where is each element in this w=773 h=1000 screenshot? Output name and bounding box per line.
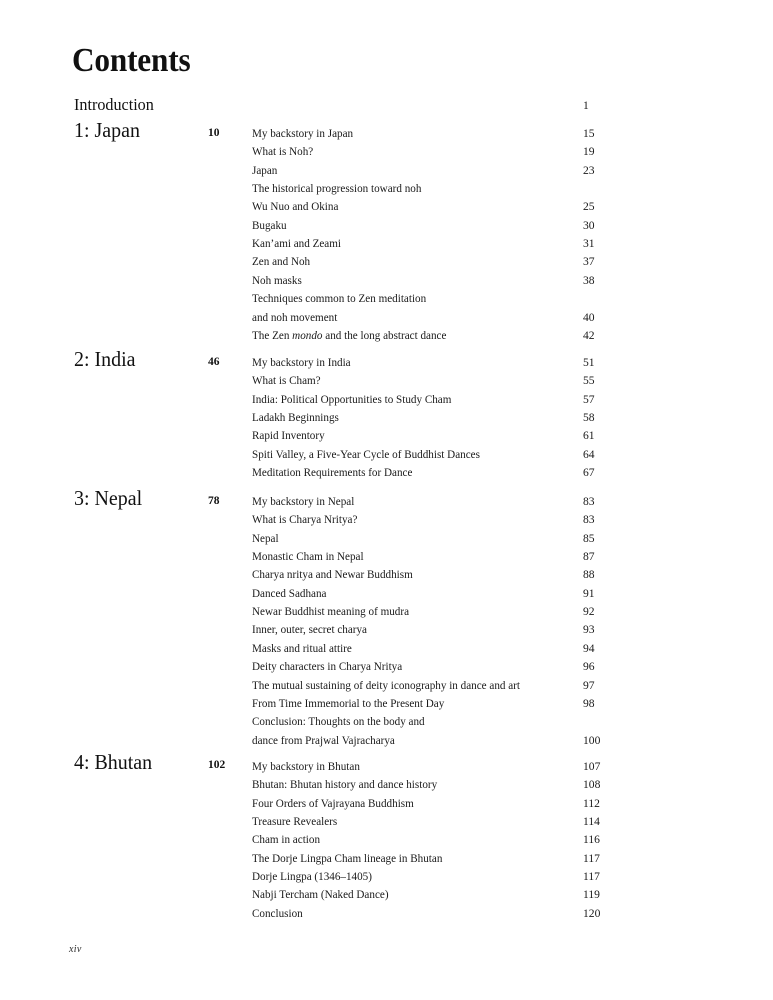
front-matter-page-number: 1 (583, 99, 589, 112)
section-entry[interactable]: My backstory in Japan (252, 127, 354, 140)
section-entry[interactable]: Wu Nuo and Okina (252, 200, 339, 214)
section-entry[interactable]: The mutual sustaining of deity iconography in dance and art (252, 678, 520, 692)
section-page-number: 119 (583, 888, 600, 902)
section-entry[interactable]: Bhutan: Bhutan history and dance history (252, 778, 438, 792)
section-entry[interactable]: and noh movement (252, 310, 338, 324)
section-page-number: 67 (583, 466, 595, 480)
section-page-number: 91 (583, 586, 595, 600)
section-entry[interactable]: Conclusion: Thoughts on the body and (252, 715, 425, 729)
section-entry[interactable]: What is Cham? (252, 374, 321, 388)
section-page-number: 58 (583, 411, 595, 425)
section-entry[interactable]: The Zen mondo and the long abstract dance (252, 328, 447, 342)
section-entry[interactable]: Inner, outer, secret charya (252, 623, 367, 637)
section-entry[interactable]: Ladakh Beginnings (252, 411, 339, 425)
section-page-number: 107 (583, 760, 601, 773)
section-page-number: 92 (583, 605, 595, 619)
chapter-page-number: 102 (208, 759, 226, 771)
chapter-title[interactable]: 4: Bhutan (74, 750, 153, 774)
section-page-number: 83 (583, 513, 595, 527)
section-page-number: 15 (583, 127, 595, 140)
section-page-number: 57 (583, 392, 595, 406)
section-page-number: 19 (583, 145, 595, 159)
section-entry-italic-term: mondo (292, 328, 323, 342)
section-page-number: 55 (583, 374, 595, 388)
section-entry[interactable]: The historical progression toward noh (252, 182, 422, 196)
section-page-number: 37 (583, 255, 595, 269)
section-entry[interactable]: My backstory in Bhutan (252, 760, 360, 773)
section-entry[interactable]: Techniques common to Zen meditation (252, 292, 427, 306)
section-page-number: 117 (583, 851, 600, 865)
section-page-number: 88 (583, 568, 595, 582)
folio-page-number: xiv (69, 944, 82, 955)
chapter-page-number: 46 (208, 356, 220, 368)
section-entry[interactable]: Rapid Inventory (252, 429, 325, 443)
section-page-number: 87 (583, 550, 595, 564)
section-entry[interactable]: Spiti Valley, a Five-Year Cycle of Buddhist Dances (252, 447, 480, 461)
section-page-number: 64 (583, 447, 595, 461)
section-entry[interactable]: Four Orders of Vajrayana Buddhism (252, 796, 414, 810)
section-page-number: 94 (583, 641, 595, 655)
section-entry[interactable]: Masks and ritual attire (252, 641, 352, 655)
section-entry[interactable]: Newar Buddhist meaning of mudra (252, 605, 410, 619)
section-entry[interactable]: What is Charya Nritya? (252, 513, 358, 527)
section-page-number: 30 (583, 218, 595, 232)
section-page-number: 116 (583, 833, 600, 847)
section-entry[interactable]: Deity characters in Charya Nritya (252, 660, 403, 674)
section-page-number: 51 (583, 356, 595, 369)
chapter-title[interactable]: 1: Japan (74, 118, 140, 142)
section-entry[interactable]: dance from Prajwal Vajracharya (252, 733, 395, 747)
section-entry[interactable]: Meditation Requirements for Dance (252, 466, 413, 480)
section-entry[interactable]: From Time Immemorial to the Present Day (252, 696, 445, 710)
section-entry[interactable]: India: Political Opportunities to Study Cham (252, 392, 452, 406)
section-entry[interactable]: Kan’ami and Zeami (252, 237, 342, 251)
chapter-page-number: 10 (208, 127, 220, 139)
section-entry[interactable]: Charya nritya and Newar Buddhism (252, 568, 413, 582)
section-page-number: 25 (583, 200, 595, 214)
section-page-number: 61 (583, 429, 595, 443)
page-title: Contents (72, 42, 191, 79)
section-page-number: 100 (583, 733, 601, 747)
section-page-number: 93 (583, 623, 595, 637)
section-page-number: 83 (583, 495, 595, 508)
section-entry[interactable]: The Dorje Lingpa Cham lineage in Bhutan (252, 851, 443, 865)
section-entry[interactable]: Conclusion (252, 906, 303, 920)
section-entry[interactable]: Noh masks (252, 273, 302, 287)
section-page-number: 97 (583, 678, 595, 692)
chapter-title[interactable]: 3: Nepal (74, 486, 143, 510)
section-entry[interactable]: Bugaku (252, 218, 287, 232)
section-entry[interactable]: My backstory in Nepal (252, 495, 355, 508)
section-page-number: 31 (583, 237, 595, 251)
section-page-number: 23 (583, 163, 595, 177)
section-page-number: 112 (583, 796, 600, 810)
section-page-number: 40 (583, 310, 595, 324)
section-page-number: 120 (583, 906, 601, 920)
section-entry[interactable]: Japan (252, 163, 278, 177)
section-page-number: 42 (583, 328, 595, 342)
section-entry[interactable]: Danced Sadhana (252, 586, 327, 600)
section-entry[interactable]: Zen and Noh (252, 255, 311, 269)
section-entry[interactable]: Treasure Revealers (252, 815, 338, 829)
section-page-number: 108 (583, 778, 601, 792)
section-page-number: 117 (583, 870, 600, 884)
section-entry[interactable]: Nepal (252, 531, 279, 545)
front-matter-label: Introduction (74, 95, 154, 114)
section-page-number: 96 (583, 660, 595, 674)
section-page-number: 98 (583, 696, 595, 710)
section-page-number: 114 (583, 815, 600, 829)
section-entry[interactable]: My backstory in India (252, 356, 351, 369)
chapter-title[interactable]: 2: India (74, 347, 136, 371)
section-entry[interactable]: What is Noh? (252, 145, 314, 159)
section-entry[interactable]: Nabji Tercham (Naked Dance) (252, 888, 389, 902)
chapter-page-number: 78 (208, 495, 220, 507)
section-page-number: 85 (583, 531, 595, 545)
section-entry[interactable]: Dorje Lingpa (1346–1405) (252, 870, 372, 884)
section-entry[interactable]: Cham in action (252, 833, 321, 847)
section-page-number: 38 (583, 273, 595, 287)
section-entry[interactable]: Monastic Cham in Nepal (252, 550, 364, 564)
